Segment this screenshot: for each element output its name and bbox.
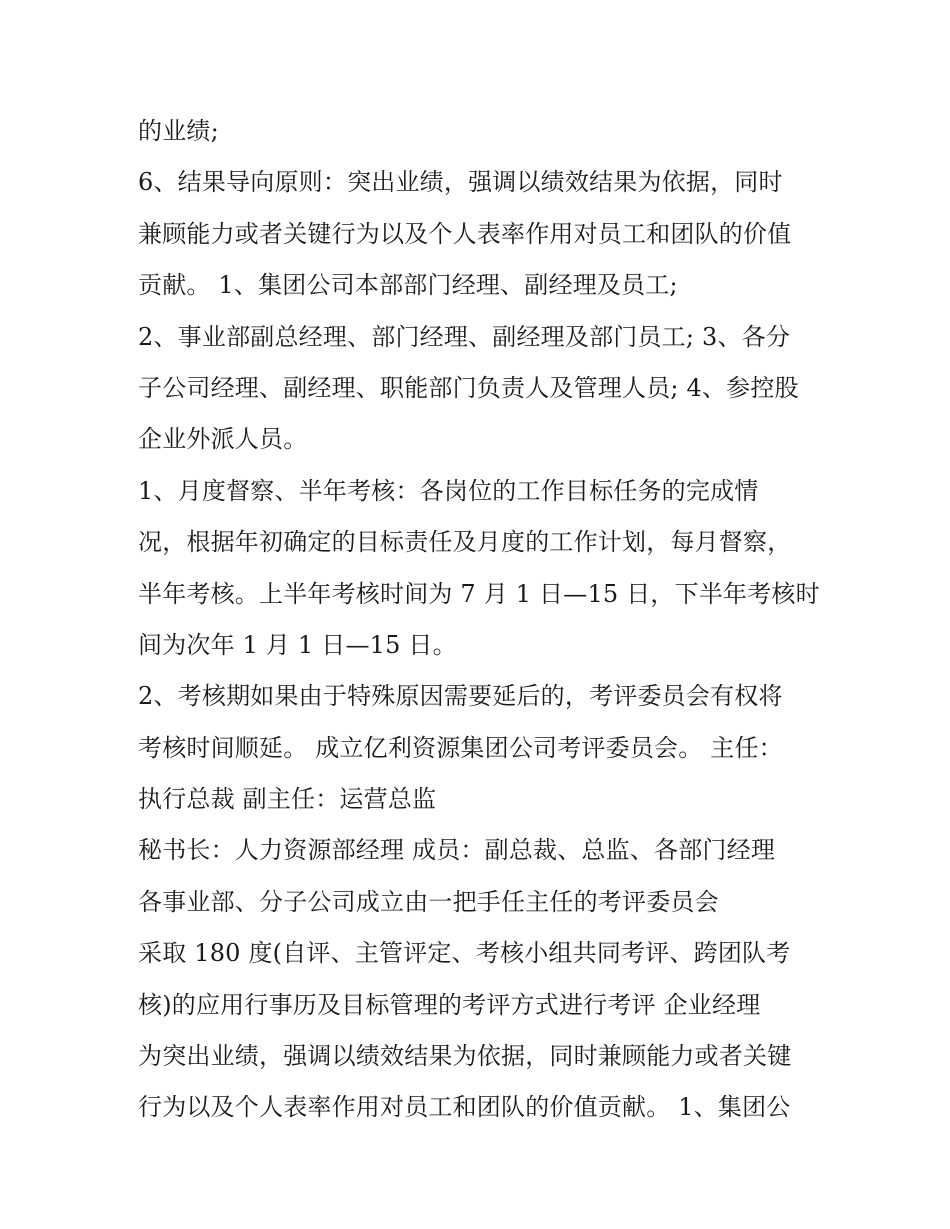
text-line: 各事业部、分子公司成立由一把手任主任的考评委员会 — [138, 887, 719, 916]
text-line: 子公司经理、副经理、职能部门负责人及管理人员; 4、参控股 — [138, 373, 799, 402]
text-line: 行为以及个人表率作用对员工和团队的价值贡献。 1、集团公 — [138, 1093, 791, 1122]
text-line: 采取 180 度(自评、主管评定、考核小组共同考评、跨团队考 — [138, 939, 791, 968]
text-line: 1、月度督察、半年考核：各岗位的工作目标任务的完成情 — [138, 476, 759, 505]
text-line: 间为次年 1 月 1 日—15 日。 — [138, 630, 457, 659]
text-line: 6、结果导向原则：突出业绩，强调以绩效结果为依据，同时 — [138, 168, 783, 197]
text-line: 秘书长：人力资源部经理 成员：副总裁、总监、各部门经理 — [138, 836, 776, 865]
text-line: 核)的应用行事历及目标管理的考评方式进行考评 企业经理 — [138, 990, 761, 1019]
text-line: 2、考核期如果由于特殊原因需要延后的，考评委员会有权将 — [138, 682, 783, 711]
text-line: 考核时间顺延。 成立亿利资源集团公司考评委员会。 主任： — [138, 733, 783, 762]
text-line: 企业外派人员。 — [138, 425, 308, 454]
text-line: 况，根据年初确定的目标责任及月度的工作计划，每月督察， — [138, 528, 792, 557]
text-line: 半年考核。上半年考核时间为 7 月 1 日—15 日，下半年考核时 — [138, 579, 820, 608]
text-line: 为突出业绩，强调以绩效结果为依据，同时兼顾能力或者关键 — [138, 1042, 792, 1071]
text-line: 的业绩; — [138, 117, 219, 145]
document-body — [138, 106, 828, 1134]
text-line: 执行总裁 副主任：运营总监 — [138, 785, 437, 814]
text-line: 兼顾能力或者关键行为以及个人表率作用对员工和团队的价值 — [138, 219, 792, 248]
text-line: 贡献。 1、集团公司本部部门经理、副经理及员工; — [138, 271, 678, 300]
text-line: 2、事业部副总经理、部门经理、副经理及部门员工; 3、各分 — [138, 322, 791, 351]
